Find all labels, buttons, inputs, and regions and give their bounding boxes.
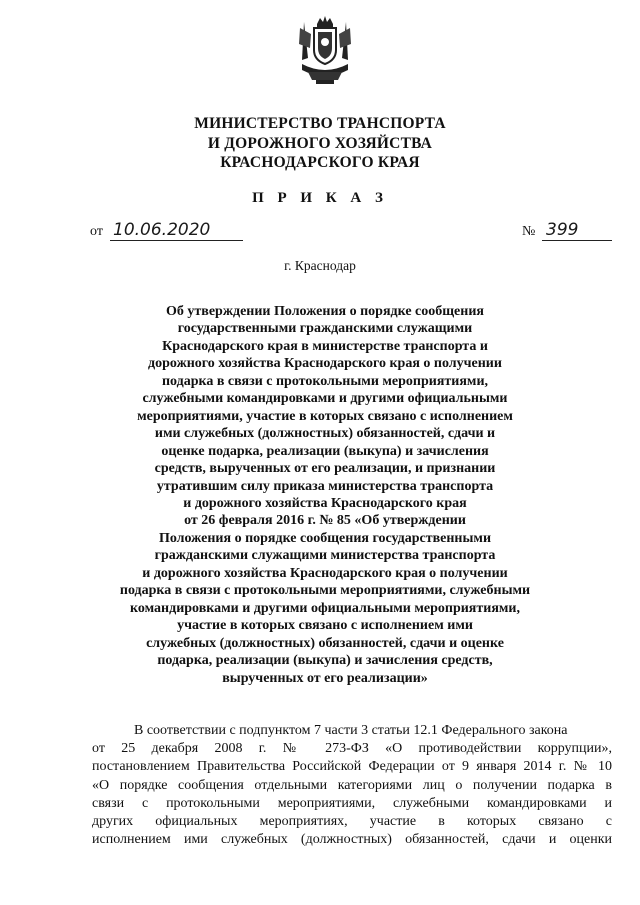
date-prefix: от xyxy=(90,224,103,239)
title-line: Краснодарского края в министерстве транспорта и xyxy=(162,338,488,354)
body-line: от 25 декабря 2008 г. № 273-ФЗ «О противодействии коррупции», xyxy=(92,741,612,757)
order-number: 399 xyxy=(542,220,612,241)
title-line: ими служебных (должностных) обязанностей, сдачи и xyxy=(154,426,496,442)
body-line: связи с протокольными мероприятиями, служебными командировками и xyxy=(92,795,612,811)
title-line: гражданскими служащими министерства транспорта xyxy=(154,548,496,564)
ministry-name xyxy=(120,114,520,173)
order-date: 10.06.2020 xyxy=(110,220,243,241)
title-line: средств, вырученных от его реализации, и признании xyxy=(154,461,496,477)
title-line: Об утверждении Положения о порядке сообщения xyxy=(166,304,484,319)
body-line: В соответствии с подпунктом 7 части 3 статьи 12.1 Федерального закона xyxy=(134,723,568,738)
title-line: мероприятиями, участие в которых связано с исполнением xyxy=(137,408,513,424)
title-line: оценке подарка, реализации (выкупа) и зачисления xyxy=(161,443,489,459)
date-number-row xyxy=(90,220,610,244)
title-line: командировками и другими официальными мероприятиями, xyxy=(129,600,521,616)
title-line: подарка в связи с протокольными мероприятиями, служебными xyxy=(119,583,531,599)
title-line: от 26 февраля 2016 г. № 85 «Об утверждении xyxy=(184,513,466,529)
body-paragraph xyxy=(92,722,612,849)
title-line: дорожного хозяйства Краснодарского края о получении xyxy=(148,356,502,372)
title-line: и дорожного хозяйства Краснодарского края о получении xyxy=(142,565,508,581)
ministry-line-3: КРАСНОДАРСКОГО КРАЯ xyxy=(220,154,420,171)
body-line: «О порядке сообщения отдельными категориями лиц о получении подарка в xyxy=(92,777,612,793)
title-line: подарка в связи с протокольными мероприятиями, xyxy=(161,373,489,389)
title-line: государственными гражданскими служащими xyxy=(177,321,473,337)
ministry-line-1: МИНИСТЕРСТВО ТРАНСПОРТА xyxy=(194,115,446,132)
coat-of-arms-emblem xyxy=(296,14,354,86)
body-line: других официальных мероприятиях, участие в которых связано с xyxy=(92,814,612,830)
body-line: исполнением ими служебных (должностных) обязанностей, сдачи и оценки xyxy=(92,832,612,848)
body-line: постановлением Правительства Российской Федерации от 9 января 2014 г. № 10 xyxy=(92,759,612,775)
title-line: подарка, реализации (выкупа) и зачисления средств, xyxy=(157,653,493,669)
title-line: вырученных от его реализации» xyxy=(222,670,428,686)
order-title: П Р И К А З xyxy=(252,190,388,206)
title-line: утратившим силу приказа министерства транспорта xyxy=(156,478,494,494)
order-subject-title xyxy=(100,303,550,687)
title-line: служебными командировками и другими официальными xyxy=(142,391,508,407)
title-line: и дорожного хозяйства Краснодарского края xyxy=(183,495,467,511)
title-line: участие в которых связано с исполнением ими xyxy=(177,618,473,634)
title-line: Положения о порядке сообщения государственными xyxy=(158,530,492,546)
number-prefix: № xyxy=(522,224,536,239)
ministry-line-2: И ДОРОЖНОГО ХОЗЯЙСТВА xyxy=(207,134,433,152)
title-line: служебных (должностных) обязанностей, сдачи и оценке xyxy=(146,635,504,651)
city: г. Краснодар xyxy=(284,258,356,273)
